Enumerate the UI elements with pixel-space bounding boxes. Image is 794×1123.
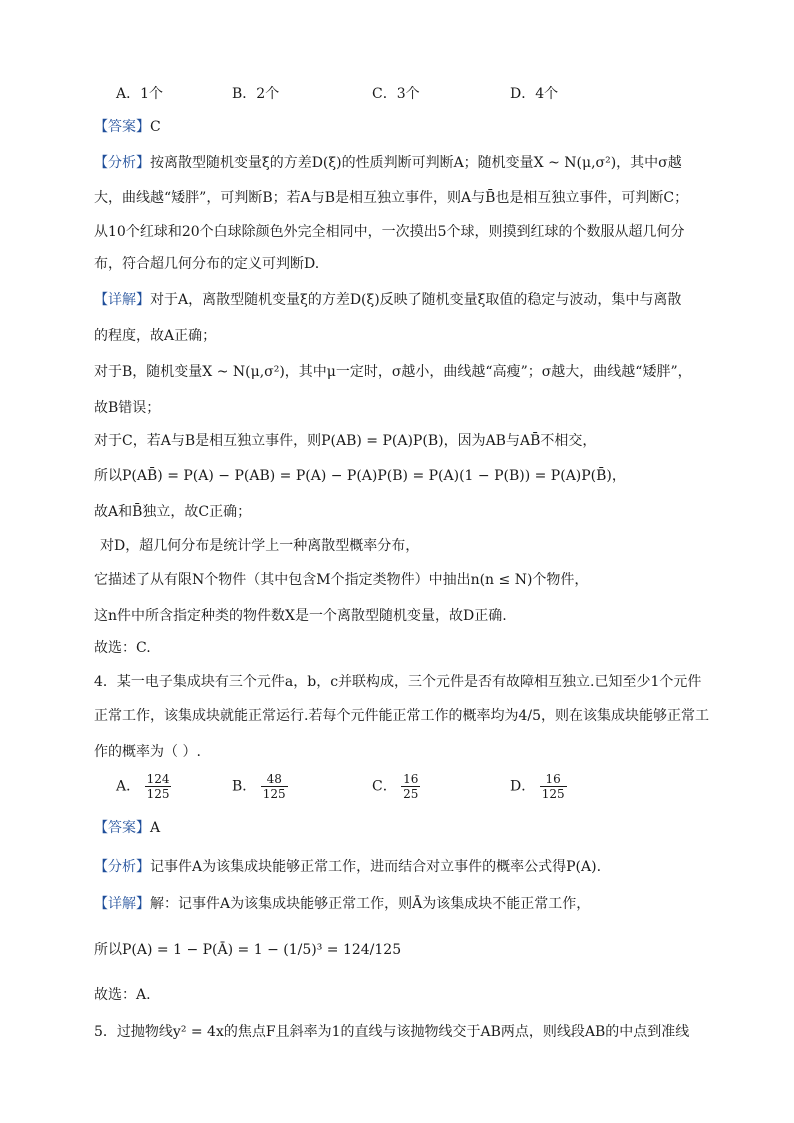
q3-detail-line-9: 它描述了从有限N个物件（其中包含M个指定类物件）中抽出n(n ≤ N)个物件，	[94, 572, 589, 588]
q5-stem-line-1: 5．过抛物线y² = 4x的焦点F且斜率为1的直线与该抛物线交于AB两点，则线段AB的中点到准线	[94, 1024, 690, 1040]
q3-analysis-line-2: 大，曲线越“矮胖”，可判断B；若A与B是相互独立事件，则A与B̄也是相互独立事件，可判断C；	[94, 190, 689, 206]
q4-formula: 所以P(A) = 1 − P(Ā) = 1 − (1/5)³ = 124/125	[94, 942, 402, 958]
fraction: $\frac{124}{125}$	[146, 772, 170, 801]
q4-stem-line-1: 4．某一电子集成块有三个元件a，b，c并联构成，三个元件是否有故障相互独立.已知至少1个元件	[94, 674, 702, 690]
q3-detail-line-1: 【详解】对于A，离散型随机变量ξ的方差D(ξ)反映了随机变量ξ取值的稳定与波动，集中与离散	[94, 292, 682, 308]
q3-conclusion: 故选：C.	[94, 640, 151, 656]
q4-conclusion: 故选：A.	[94, 987, 151, 1003]
q4-answer-line	[94, 818, 160, 838]
q3-detail-line-10: 这n件中所含指定种类的物件数X是一个离散型随机变量，故D正确.	[94, 608, 507, 624]
q3-option-d: D．4个	[510, 86, 559, 102]
fraction: $\frac{48}{125}$	[262, 772, 286, 801]
q3-analysis-line-1: 【分析】按离散型随机变量ξ的方差D(ξ)的性质判断可判断A；随机变量X ~ N(μ,σ²)，其中σ越	[94, 155, 682, 171]
q3-detail-line-2: 的程度，故A正确；	[94, 328, 217, 344]
q3-option-c: C．3个	[372, 86, 420, 102]
q4-option-c: C． $\frac{16}{25}$	[372, 772, 419, 801]
detail-tag: 【详解】	[94, 896, 150, 912]
answer-tag: 【答案】	[94, 820, 150, 836]
answer-tag: 【答案】	[94, 119, 150, 135]
q3-analysis-line-4: 布，符合超几何分布的定义可判断D.	[94, 256, 320, 272]
q3-answer-line	[94, 117, 161, 137]
q3-detail-line-8: 对D，超几何分布是统计学上一种离散型概率分布，	[100, 538, 420, 554]
q4-analysis-line: 【分析】记事件A为该集成块能够正常工作，进而结合对立事件的概率公式得P(A).	[94, 859, 602, 875]
q3-detail-line-3: 对于B，随机变量X ~ N(μ,σ²)，其中μ一定时，σ越小，曲线越“高瘦”；σ越大，曲线越“矮胖”，	[94, 364, 692, 380]
q3-detail-line-6: 所以P(AB̄) = P(A) − P(AB) = P(A) − P(A)P(B) = P(A)(1 − P(B)) = P(A)P(B̄)，	[94, 468, 626, 484]
fraction: $\frac{16}{25}$	[403, 772, 419, 801]
detail-tag: 【详解】	[94, 292, 150, 308]
analysis-tag: 【分析】	[94, 859, 150, 875]
q3-option-a: A．1个	[116, 86, 164, 102]
q3-answer: C	[150, 119, 161, 135]
q4-option-b: B． $\frac{48}{125}$	[232, 772, 286, 801]
q4-stem-line-3: 作的概率为（ ）.	[94, 744, 201, 760]
q3-detail-line-5: 对于C，若A与B是相互独立事件，则P(AB) = P(A)P(B)，因为AB与AB̄不相交，	[94, 433, 597, 449]
q3-option-b: B．2个	[232, 86, 280, 102]
q3-analysis-line-3: 从10个红球和20个白球除颜色外完全相同中，一次摸出5个球，则摸到红球的个数服从超几何分	[94, 224, 685, 240]
analysis-tag: 【分析】	[94, 155, 150, 171]
q4-stem-line-2: 正常工作，该集成块就能正常运行.若每个元件能正常工作的概率均为4/5，则在该集成块能够正常工	[94, 708, 709, 724]
q4-answer: A	[150, 820, 161, 836]
q4-option-d: D． $\frac{16}{125}$	[510, 772, 565, 801]
q3-detail-line-4: 故B错误；	[94, 400, 161, 416]
q4-option-a: A． $\frac{124}{125}$	[116, 772, 170, 801]
q3-detail-line-7: 故A和B̄独立，故C正确；	[94, 504, 252, 520]
q4-detail-line: 【详解】解：记事件A为该集成块能够正常工作，则Ā为该集成块不能正常工作，	[94, 896, 591, 912]
fraction: $\frac{16}{125}$	[541, 772, 565, 801]
